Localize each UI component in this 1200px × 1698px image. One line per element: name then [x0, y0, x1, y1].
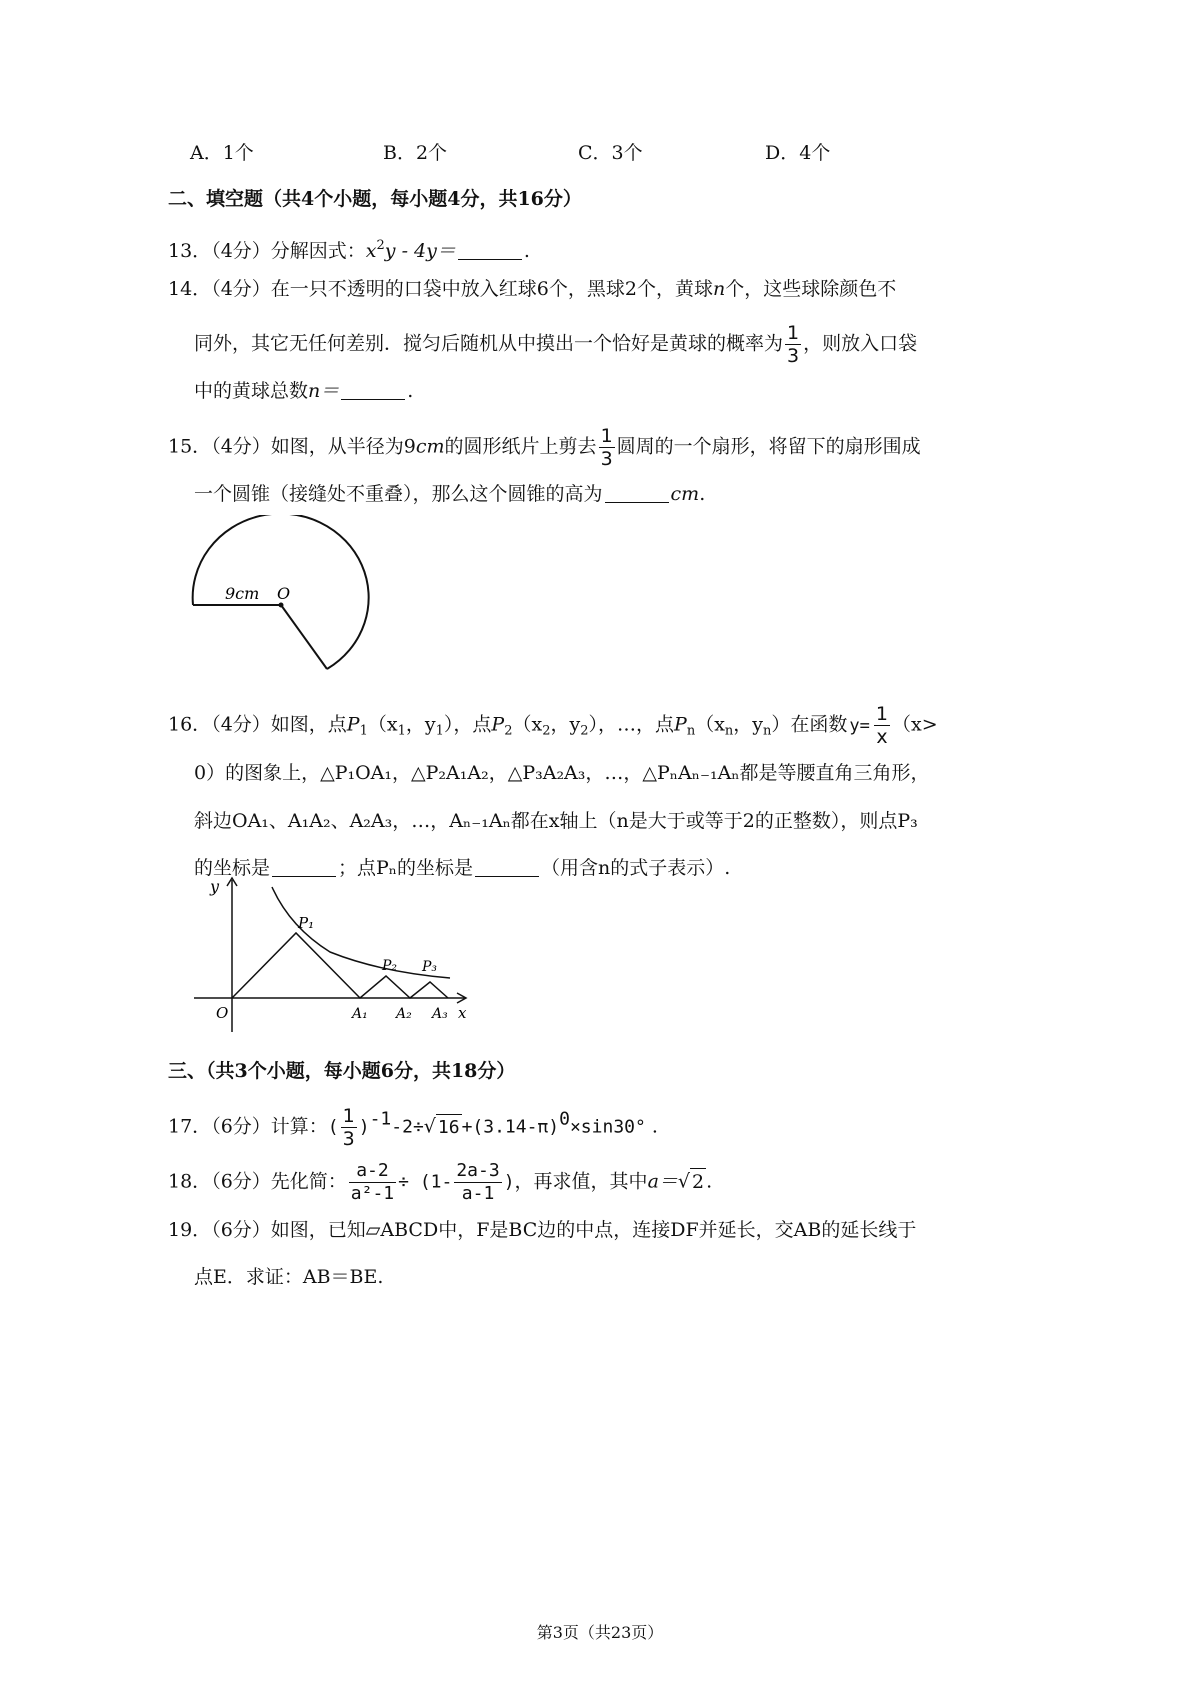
fraction: $\frac{1}{x}$: [875, 703, 888, 748]
center-point: [279, 603, 284, 608]
p3-label: P₃: [422, 959, 438, 975]
y-axis-label: y: [210, 877, 220, 896]
fraction: $\frac{1}{3}$: [787, 322, 800, 367]
question-14-line-2: 同外，其它无任何差别．搅匀后随机从中摸出一个恰好是黄球的概率为 $\frac{1}{3}$ ，则放入口袋: [194, 322, 918, 367]
answer-blank: [605, 484, 669, 503]
section-3-title: 三、（共3个小题，每小题6分，共18分）: [168, 1060, 516, 1082]
center-label: O: [277, 584, 291, 603]
answer-blank: [475, 858, 539, 877]
p2-label: P₂: [382, 958, 398, 974]
question-16-line-3: 斜边OA₁、A₁A₂、A₂A₃，…，Aₙ₋₁Aₙ都在x轴上（n是大于或等于2的正整数），则点P₃: [194, 810, 918, 832]
triangle-chain: [232, 933, 448, 998]
question-16-line-1: 16．（4分）如图，点$P_1(x_1$，$y_1$），点$P_2(x_2$，$y_2$），…，点$P_n(x_n$，$y_n$）在函数 y= $\frac{1}{x}$ （x>: [168, 703, 938, 748]
hyperbola-figure: [190, 872, 480, 1042]
fraction-1: $\frac{a-2}{\text{a²-1}}$: [350, 1160, 395, 1204]
answer-blank: [458, 241, 522, 260]
a2-label: A₂: [396, 1006, 412, 1022]
radius-line-2: [281, 605, 327, 669]
fraction: $\frac{1}{3}$: [600, 425, 613, 470]
choice-c: C．3个: [578, 142, 643, 164]
question-19-line-1: 19．（6分）如图，已知▱ABCD中，F是BC边的中点，连接DF并延长，交AB的延长线于: [168, 1219, 917, 1241]
choice-b: B．2个: [383, 142, 448, 164]
question-14-line-3: 中的黄球总数n＝ .: [194, 380, 414, 402]
choice-d: D．4个: [765, 142, 831, 164]
a1-label: A₁: [352, 1006, 368, 1022]
question-13: 13．（4分）分解因式：$x^2y - 4y=$ .: [168, 238, 530, 262]
question-19-line-2: 点E．求证：AB＝BE.: [194, 1266, 384, 1288]
question-18: 18．（6分）先化简： $\frac{a-2}{\text{a²-1}}$ ÷ (1- $\frac{2a-3}{a-1}$ )，再求值，其中a＝√ 2 .: [168, 1160, 713, 1204]
section-2-title: 二、填空题（共4个小题，每小题4分，共16分）: [168, 188, 582, 210]
x-axis-label: x: [458, 1004, 467, 1022]
sector-figure: [185, 515, 375, 675]
page-footer: 第3页（共23页）: [536, 1623, 664, 1642]
a3-label: A₃: [432, 1006, 448, 1022]
fraction-2: $\frac{2a-3}{a-1}$: [456, 1160, 500, 1204]
function-fraction: y=: [849, 715, 870, 736]
question-15-line-2: 一个圆锥（接缝处不重叠），那么这个圆锥的高为 cm.: [194, 483, 706, 505]
question-16-line-2: 0）的图象上，△P₁OA₁，△P₂A₁A₂，△P₃A₂A₃，…，△PₙAₙ₋₁Aₙ都是等腰直角三角形，: [194, 762, 930, 784]
choice-a: A．1个: [190, 142, 254, 164]
question-17: 17．（6分）计算：( $\frac{1}{3}$ )$^{-1}$-2÷√ $16 +(3.14-\pi)^0\times\sin 30^\circ$ .: [168, 1105, 658, 1150]
p1-label: P₁: [298, 914, 315, 932]
fraction: $\frac{1}{3}$: [342, 1105, 355, 1150]
origin-label: O: [216, 1004, 229, 1022]
question-15-line-1: 15．（4分）如图，从半径为9cm的圆形纸片上剪去 $\frac{1}{3}$ 圆周的一个扇形，将留下的扇形围成: [168, 425, 921, 470]
question-16-line-4: 的坐标是 ；点Pₙ的坐标是 （用含n的式子表示）.: [194, 857, 731, 879]
radius-label: 9cm: [225, 584, 260, 603]
answer-blank: [341, 381, 405, 400]
question-14-line-1: 14．（4分）在一只不透明的口袋中放入红球6个，黑球2个，黄球n个，这些球除颜色不: [168, 278, 897, 300]
